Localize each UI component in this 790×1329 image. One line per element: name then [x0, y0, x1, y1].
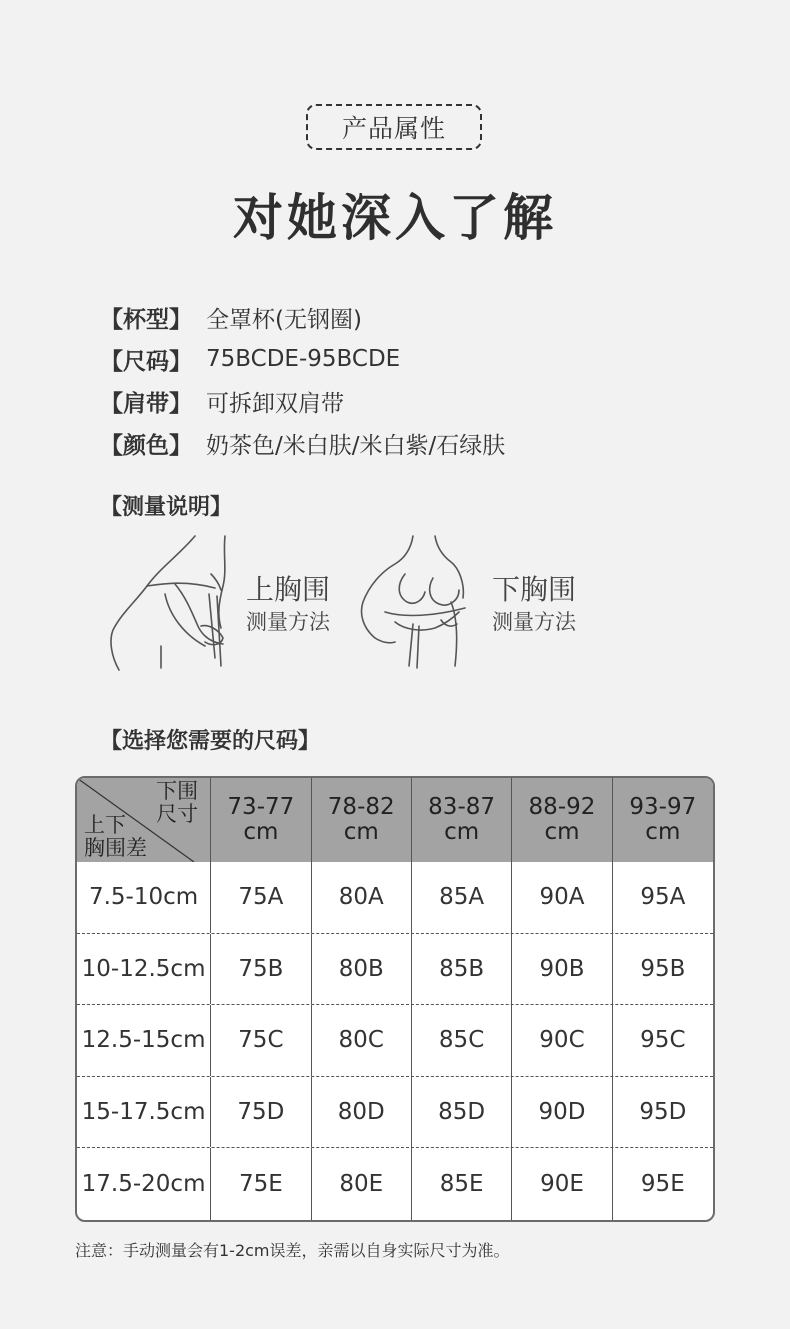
bust-difference-cell: 17.5-20cm — [77, 1148, 211, 1220]
size-cell: 80A — [312, 862, 412, 933]
measure-section-title: 【测量说明】 — [100, 495, 233, 520]
attribute-value: 可拆卸双肩带 — [206, 390, 344, 417]
attribute-row-size — [100, 338, 505, 380]
table-row — [77, 862, 713, 934]
column-unit: cm — [343, 819, 379, 845]
size-cell: 90B — [512, 934, 612, 1005]
size-table — [75, 776, 715, 1222]
size-cell: 85E — [412, 1148, 512, 1220]
column-header — [312, 778, 412, 862]
column-unit: cm — [645, 819, 681, 845]
column-range: 93-97 — [629, 794, 697, 820]
size-cell: 75D — [211, 1077, 311, 1148]
attribute-row-cup — [100, 296, 505, 338]
size-cell: 75E — [211, 1148, 311, 1220]
size-cell: 85B — [412, 934, 512, 1005]
column-range: 78-82 — [327, 794, 395, 820]
size-cell: 90A — [512, 862, 612, 933]
attribute-row-strap — [100, 380, 505, 422]
size-cell: 95A — [640, 884, 686, 911]
size-cell: 80C — [312, 1005, 412, 1076]
column-unit: cm — [444, 819, 480, 845]
size-cell: 80E — [312, 1148, 412, 1220]
size-cell: 90D — [512, 1077, 612, 1148]
corner-top-line-2: 尺寸 — [156, 802, 199, 826]
corner-label-bust-difference — [84, 814, 147, 860]
attribute-value: 奶茶色/米白肤/米白紫/石绿肤 — [206, 432, 506, 459]
attribute-key: 【肩带】 — [100, 390, 192, 417]
size-cell: 75C — [211, 1005, 311, 1076]
product-attributes-badge: 产品属性 — [306, 104, 482, 150]
size-cell: 95D — [639, 1099, 687, 1126]
page-title: 对她深入了解 — [233, 189, 557, 247]
size-cell: 90E — [512, 1148, 612, 1220]
table-row — [77, 1005, 713, 1077]
upper-bust-method-label: 测量方法 — [246, 610, 330, 634]
table-row — [77, 1148, 713, 1220]
upper-bust-figure-icon — [105, 534, 235, 674]
size-cell: 80B — [312, 934, 412, 1005]
bust-difference-cell: 10-12.5cm — [77, 934, 211, 1005]
bust-difference-cell: 12.5-15cm — [77, 1005, 211, 1076]
size-table-header — [77, 778, 713, 862]
attribute-key: 【尺码】 — [100, 348, 192, 375]
size-cell: 95E — [640, 1171, 685, 1198]
attribute-value: 全罩杯(无钢圈) — [206, 306, 362, 333]
column-header — [512, 778, 612, 862]
attribute-key: 【颜色】 — [100, 432, 192, 459]
size-table-body — [77, 862, 713, 1220]
attribute-value: 75BCDE-95BCDE — [206, 346, 401, 372]
size-table-corner-cell — [77, 778, 211, 862]
size-cell: 75B — [211, 934, 311, 1005]
corner-bottom-line-2: 胸围差 — [84, 836, 147, 860]
column-header — [211, 778, 311, 862]
bust-difference-cell: 15-17.5cm — [77, 1077, 211, 1148]
size-cell: 85A — [412, 862, 512, 933]
size-cell: 80D — [312, 1077, 412, 1148]
column-range: 88-92 — [528, 794, 596, 820]
size-cell: 95C — [640, 1027, 686, 1054]
column-header — [412, 778, 512, 862]
size-section-title: 【选择您需要的尺码】 — [100, 729, 321, 754]
attribute-list — [100, 296, 505, 464]
column-range: 83-87 — [428, 794, 496, 820]
size-cell: 85C — [412, 1005, 512, 1076]
measurement-note: 注意：手动测量会有1-2cm误差，亲需以自身实际尺寸为准。 — [75, 1241, 510, 1260]
size-cell: 85D — [412, 1077, 512, 1148]
corner-label-underbust — [156, 780, 198, 826]
lower-bust-label: 下胸围 — [492, 573, 577, 606]
bust-difference-cell: 7.5-10cm — [77, 862, 211, 933]
column-header — [613, 778, 713, 862]
column-unit: cm — [243, 819, 279, 845]
column-unit: cm — [544, 819, 580, 845]
lower-bust-figure-icon — [355, 534, 475, 674]
size-cell: 75A — [211, 862, 311, 933]
table-row — [77, 1077, 713, 1149]
attribute-row-color — [100, 422, 505, 464]
table-row — [77, 934, 713, 1006]
upper-bust-label: 上胸围 — [246, 573, 331, 606]
attribute-key: 【杯型】 — [100, 306, 192, 333]
size-cell: 90C — [512, 1005, 612, 1076]
corner-top-line-1: 下围 — [156, 779, 199, 803]
lower-bust-method-label: 测量方法 — [492, 610, 576, 634]
size-cell: 95B — [640, 955, 686, 982]
column-range: 73-77 — [227, 794, 295, 820]
corner-bottom-line-1: 上下 — [84, 813, 126, 837]
